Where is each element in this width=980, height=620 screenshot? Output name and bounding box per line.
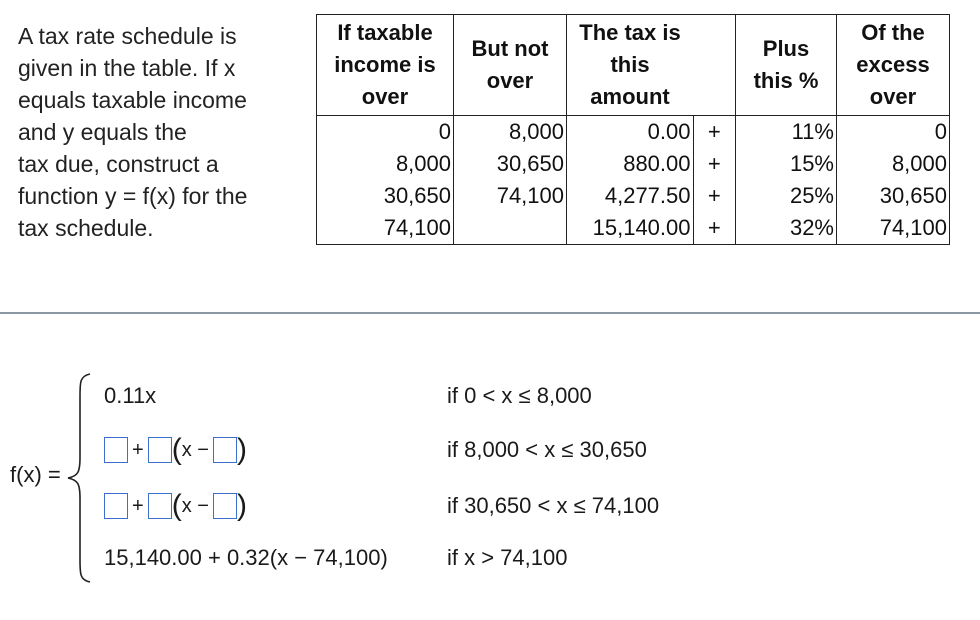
- problem-line: tax due, construct a: [18, 151, 219, 177]
- table-row: [317, 116, 950, 149]
- cell-over: 74,100: [317, 212, 454, 245]
- piece-2-expression: [104, 434, 247, 466]
- cell-excess: 74,100: [837, 212, 950, 245]
- cell-percent: 32%: [736, 212, 837, 245]
- cell-percent: 25%: [736, 180, 837, 212]
- piece-2-threshold-input[interactable]: [213, 437, 237, 463]
- cell-amount: 0.00: [567, 116, 694, 149]
- piece-4-expression: [104, 542, 388, 574]
- header-income-over: If taxable income is over: [317, 15, 454, 116]
- cell-excess: 0: [837, 116, 950, 149]
- piece-1-text: 0.11x: [104, 383, 157, 408]
- piece-2-condition: if 8,000 < x ≤ 30,650: [447, 437, 647, 462]
- left-brace-icon: [64, 372, 94, 584]
- problem-line: and y equals the: [18, 119, 187, 145]
- piece-3-constant-input[interactable]: [104, 493, 128, 519]
- cell-plus: +: [693, 148, 736, 180]
- table-row: [317, 212, 950, 245]
- piece-4-condition: if x > 74,100: [447, 545, 568, 570]
- cell-over: 8,000: [317, 148, 454, 180]
- problem-line: function y = f(x) for the: [18, 183, 248, 209]
- header-plus-spacer: [693, 15, 736, 116]
- piece-2-constant-input[interactable]: [104, 437, 128, 463]
- close-paren: ): [236, 433, 247, 466]
- cell-excess: 30,650: [837, 180, 950, 212]
- header-excess: Of the excess over: [837, 15, 950, 116]
- piece-4-text: 15,140.00 + 0.32(x − 74,100): [104, 545, 388, 570]
- function-label: f(x) =: [10, 462, 61, 487]
- cell-not-over: 8,000: [454, 116, 567, 149]
- piece-3-rate-input[interactable]: [148, 493, 172, 519]
- cell-amount: 4,277.50: [567, 180, 694, 212]
- problem-line: equals taxable income: [18, 87, 247, 113]
- cell-plus: +: [693, 116, 736, 149]
- cell-not-over: 30,650: [454, 148, 567, 180]
- problem-statement: [18, 20, 298, 244]
- close-paren: ): [236, 489, 247, 522]
- piece-3-expression: [104, 490, 247, 522]
- piece-2-rate-input[interactable]: [148, 437, 172, 463]
- cell-over: 0: [317, 116, 454, 149]
- table-row: [317, 180, 950, 212]
- cell-not-over: 74,100: [454, 180, 567, 212]
- cell-percent: 15%: [736, 148, 837, 180]
- cell-plus: +: [693, 180, 736, 212]
- header-not-over: But not over: [454, 15, 567, 116]
- plus-sign: +: [132, 495, 144, 517]
- open-paren: (: [171, 489, 182, 522]
- section-divider: [0, 312, 980, 314]
- piece-3-threshold-input[interactable]: [213, 493, 237, 519]
- cell-not-over: [454, 212, 567, 245]
- header-tax-amount: The tax is this amount: [567, 15, 694, 116]
- cell-amount: 15,140.00: [567, 212, 694, 245]
- x-minus: x −: [181, 495, 209, 517]
- problem-line: tax schedule.: [18, 215, 154, 241]
- piece-3-condition: if 30,650 < x ≤ 74,100: [447, 493, 660, 518]
- problem-line: A tax rate schedule is: [18, 23, 237, 49]
- cell-over: 30,650: [317, 180, 454, 212]
- cell-percent: 11%: [736, 116, 837, 149]
- tax-schedule-table: [316, 14, 950, 245]
- cell-plus: +: [693, 212, 736, 245]
- header-percent: Plus this %: [736, 15, 837, 116]
- table-header-row: [317, 15, 950, 116]
- cell-excess: 8,000: [837, 148, 950, 180]
- piece-1-expression: [104, 380, 156, 412]
- x-minus: x −: [181, 439, 209, 461]
- piece-1-condition: if 0 < x ≤ 8,000: [447, 383, 592, 408]
- problem-line: given in the table. If x: [18, 55, 236, 81]
- table-row: [317, 148, 950, 180]
- plus-sign: +: [132, 439, 144, 461]
- open-paren: (: [171, 433, 182, 466]
- cell-amount: 880.00: [567, 148, 694, 180]
